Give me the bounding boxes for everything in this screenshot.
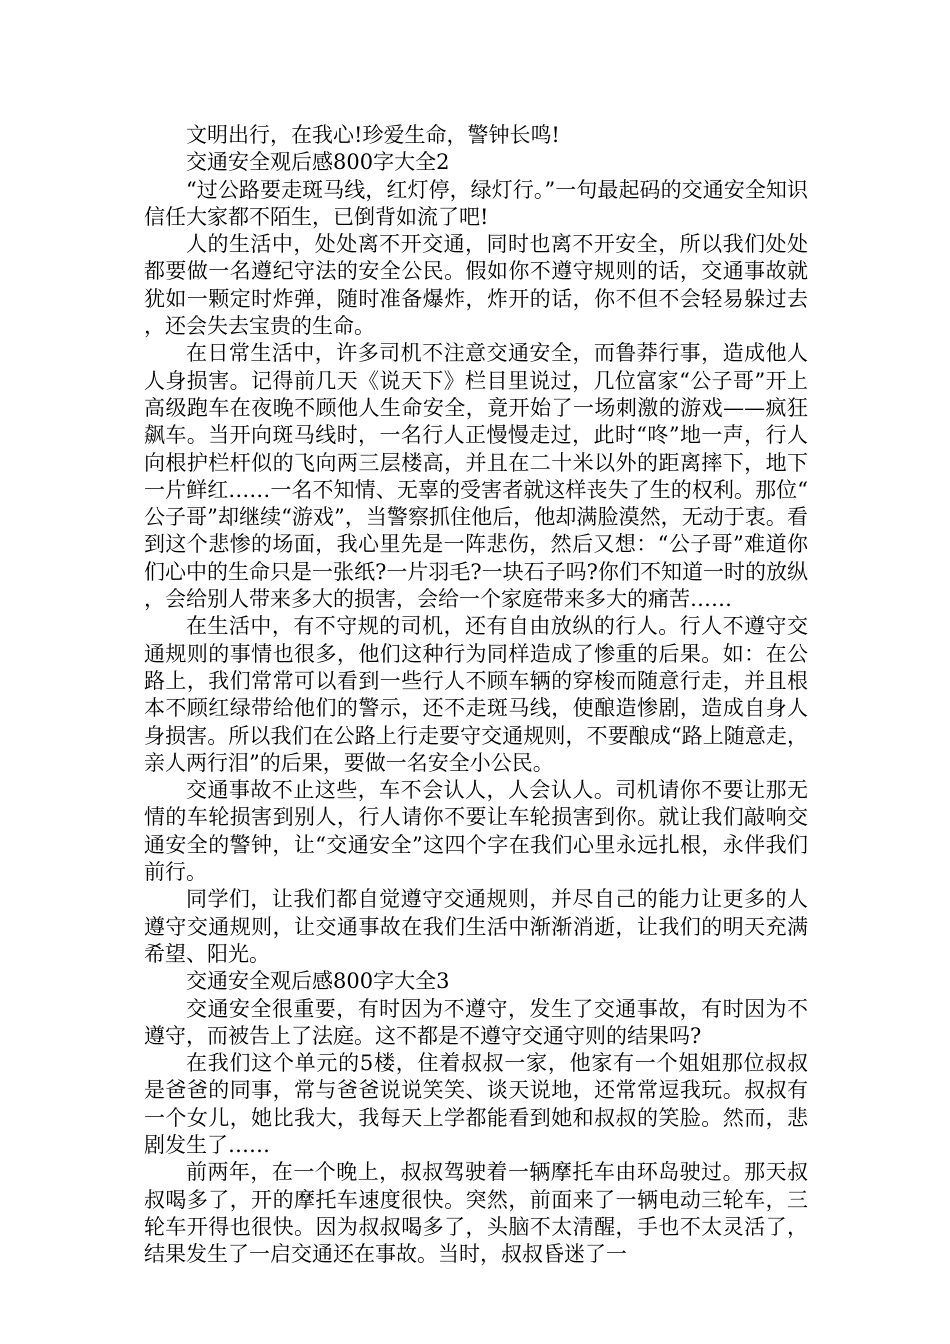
paragraph: “过公路要走斑马线，红灯停，绿灯行。”一句最起码的交通安全知识信任大家都不陌生，已倒背如流了吧!: [144, 177, 808, 229]
paragraph: 在我们这个单元的5楼，住着叔叔一家，他家有一个姐姐那位叔叔是爸爸的同事，常与爸爸说说笑笑、谈天说地，还常常逗我玩。叔叔有一个女儿，她比我大，我每天上学都能看到她和叔叔的笑脸。然而，悲剧发生了……: [144, 1051, 808, 1157]
paragraph: 前两年，在一个晚上，叔叔驾驶着一辆摩托车由环岛驶过。那天叔叔喝多了，开的摩托车速度很快。突然，前面来了一辆电动三轮车，三轮车开得也很快。因为叔叔喝多了，头脑不太清醒，手也不太灵活了，结果发生了一启交通还在事故。当时，叔叔昏迷了一: [144, 1160, 808, 1267]
paragraph: 在日常生活中，许多司机不注意交通安全，而鲁莽行事，造成他人人身损害。记得前几天《说天下》栏目里说过，几位富家“公子哥”开上高级跑车在夜晚不顾他人生命安全，竟开始了一场刺激的游戏——疯狂飙车。当开向斑马线时，一名行人正慢慢走过，此时“咚”地一声，行人向根护栏杆似的飞向两三层楼高，并且在二十米以外的距离摔下，地下一片鲜红……一名不知情、无辜的受害者就这样丧失了生的权利。那位“公子哥”却继续“游戏”，当警察抓住他后，他却满脸漠然，无动于衷。看到这个悲惨的场面，我心里先是一阵悲伤，然后又想：“公子哥”难道你们心中的生命只是一张纸?一片羽毛?一块石子吗?你们不知道一时的放纵，会给别人带来多大的损害，会给一个家庭带来多大的痛苦……: [144, 341, 808, 612]
paragraph: 同学们，让我们都自觉遵守交通规则，并尽自己的能力让更多的人遵守交通规则，让交通事故在我们生活中渐渐消逝，让我们的明天充满希望、阳光。: [144, 887, 808, 966]
document-body: [144, 122, 808, 1268]
paragraph: 交通安全很重要，有时因为不遵守，发生了交通事故，有时因为不遵守，而被告上了法庭。这不都是不遵守交通守则的结果吗?: [144, 996, 808, 1048]
section-heading-2: 交通安全观后感800字大全2: [186, 150, 450, 175]
paragraph: 交通事故不止这些，车不会认人，人会认人。司机请你不要让那无情的车轮损害到别人，行人请你不要让车轮损害到你。就让我们敲响交通安全的警钟，让“交通安全”这四个字在我们心里永远扎根，永伴我们前行。: [144, 778, 808, 885]
paragraph: 在生活中，有不守规的司机，还有自由放纵的行人。行人不遵守交通规则的事情也很多，他们这种行为同样造成了惨重的后果。如：在公路上，我们常常可以看到一些行人不顾车辆的穿梭而随意行走，并且根本不顾红绿带给他们的警示，还不走斑马线，使酿造惨剧，造成自身人身损害。所以我们在公路上行走要守交通规则，不要酿成“路上随意走，亲人两行泪”的后果，要做一名安全小公民。: [144, 614, 808, 775]
paragraph: 人的生活中，处处离不开交通，同时也离不开安全，所以我们处处都要做一名遵纪守法的安全公民。假如你不遵守规则的话，交通事故就犹如一颗定时炸弹，随时准备爆炸，炸开的话，你不但不会轻易躲过去，还会失去宝贵的生命。: [144, 232, 808, 339]
section-heading-3: 交通安全观后感800字大全3: [186, 969, 450, 994]
paragraph-slogan: 文明出行，在我心!珍爱生命，警钟长鸣!: [186, 123, 560, 147]
